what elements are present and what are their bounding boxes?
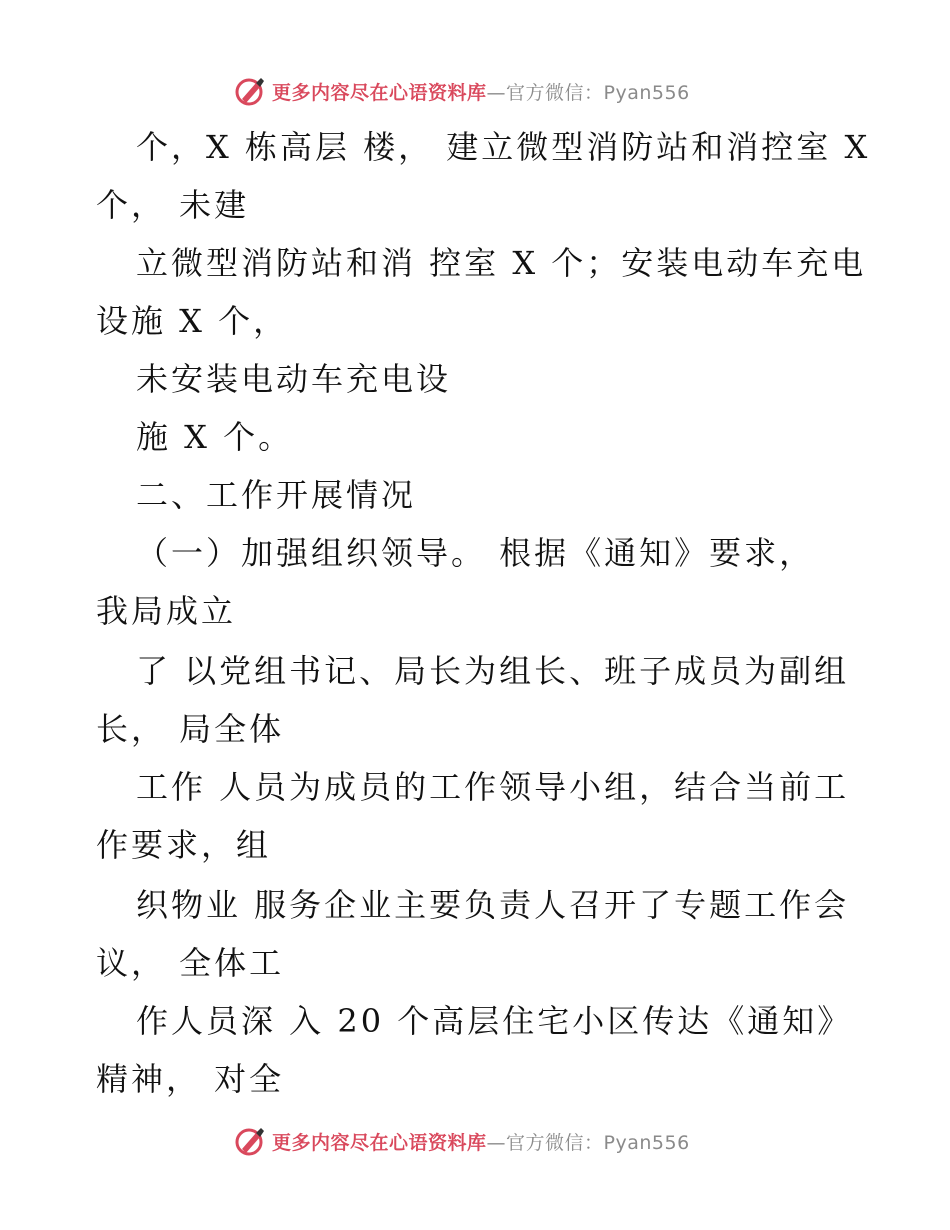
text-line: 设施 X 个， (96, 302, 289, 340)
subsection-heading: （一）加强组织领导。 根据《通知》要求， (136, 534, 815, 572)
footer-banner (234, 1124, 690, 1158)
banner-tail-text: —官方微信：Pyan556 (486, 81, 690, 104)
text-line: 议， 全体工 (96, 944, 285, 982)
text-line: 个，X 栋高层 楼， 建立微型消防站和消控室 X (136, 128, 871, 166)
section-heading: 二、工作开展情况 (136, 476, 417, 514)
text-line: 长， 局全体 (96, 710, 285, 748)
text-line: 施 X 个。 (136, 418, 294, 456)
text-line: 了 以党组书记、局长为组长、班子成员为副组 (136, 652, 850, 690)
text-line: 未安装电动车充电设 (136, 360, 452, 398)
text-line: 作要求，组 (96, 826, 272, 864)
text-line: 织物业 服务企业主要负责人召开了专题工作会 (136, 886, 850, 924)
banner-lead-text: 更多内容尽在心语资料库 (272, 1131, 487, 1154)
pen-logo-icon (234, 1125, 266, 1157)
banner-lead-text: 更多内容尽在心语资料库 (272, 81, 487, 104)
text-line: 精神， 对全 (96, 1060, 285, 1098)
banner-tail-text: —官方微信：Pyan556 (486, 1131, 690, 1154)
text-line: 作人员深 入 20 个高层住宅小区传达《通知》 (136, 1002, 853, 1040)
text-line: 立微型消防站和消 控室 X 个；安装电动车充电 (136, 244, 867, 282)
text-line: 我局成立 (96, 592, 237, 630)
text-line: 个， 未建 (96, 186, 250, 224)
text-line: 工作 人员为成员的工作领导小组，结合当前工 (136, 768, 850, 806)
